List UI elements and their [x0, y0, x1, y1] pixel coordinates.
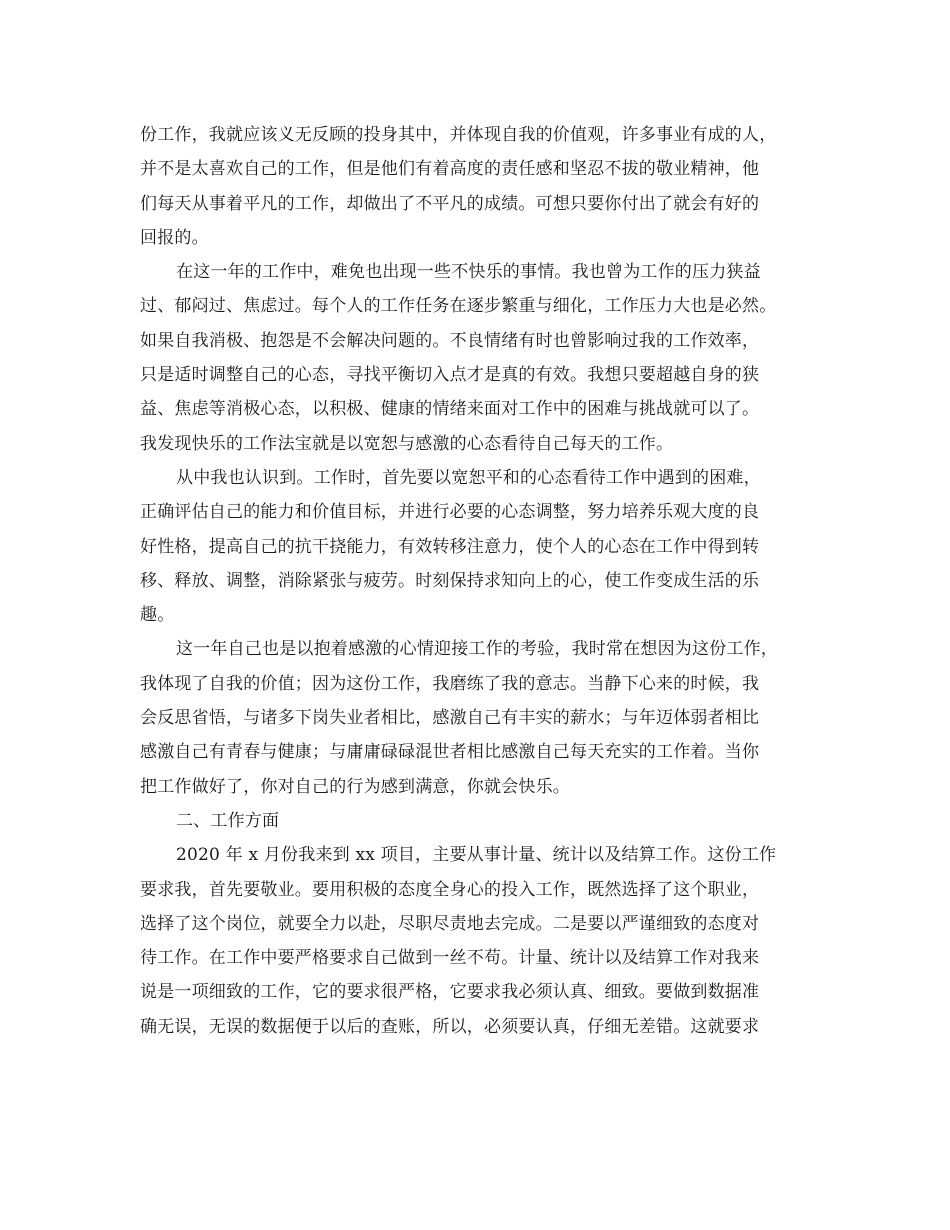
text-line: 正确评估自己的能力和价值目标，并进行必要的心态调整，努力培养乐观大度的良	[140, 502, 760, 523]
section-heading: 二、工作方面	[176, 810, 280, 831]
paragraph-start-line: 在这一年的工作中，难免也出现一些不快乐的事情。我也曾为工作的压力狭益	[176, 262, 761, 283]
text-line: 会反思省悟，与诸多下岗失业者相比，感激自己有丰实的薪水；与年迈体弱者相比	[140, 708, 760, 729]
paragraph-start-line: 这一年自己也是以抱着感激的心情迎接工作的考验，我时常在想因为这份工作，	[176, 639, 778, 660]
text-line: 好性格，提高自己的抗干挠能力，有效转移注意力，使个人的心态在工作中得到转	[140, 536, 760, 557]
text-line: 我体现了自我的价值；因为这份工作，我磨练了我的意志。当静下心来的时候，我	[140, 673, 760, 694]
text-line: 确无误，无误的数据便于以后的查账，所以，必须要认真，仔细无差错。这就要求	[140, 1016, 760, 1037]
text-line: 选择了这个岗位，就要全力以赴，尽职尽责地去完成。二是要以严谨细致的态度对	[140, 913, 760, 934]
text-line: 回报的。	[140, 227, 209, 248]
text-line: 待工作。在工作中要严格要求自己做到一丝不苟。计量、统计以及结算工作对我来	[140, 948, 760, 969]
text-line: 把工作做好了，你对自己的行为感到满意，你就会快乐。	[140, 776, 570, 797]
text-line: 趣。	[140, 605, 175, 626]
text-line: 我发现快乐的工作法宝就是以宽恕与感激的心态看待自己每天的工作。	[140, 433, 674, 454]
paragraph-start-line: 2020 年 x 月份我来到 xx 项目，主要从事计量、统计以及结算工作。这份工作	[176, 845, 777, 866]
text-line: 份工作，我就应该义无反顾的投身其中，并体现自我的价值观，许多事业有成的人，	[140, 125, 777, 145]
text-line: 们每天从事着平凡的工作，却做出了不平凡的成绩。可想只要你付出了就会有好的	[140, 193, 760, 214]
text-line: 感激自己有青春与健康；与庸庸碌碌混世者相比感激自己每天充实的工作着。当你	[140, 742, 760, 763]
text-line: 只是适时调整自己的心态，寻找平衡切入点才是真的有效。我想只要超越自身的狭	[140, 365, 760, 386]
text-line: 过、郁闷过、焦虑过。每个人的工作任务在逐步繁重与细化，工作压力大也是必然。	[140, 296, 777, 317]
document-body	[140, 118, 830, 1044]
text-line: 益、焦虑等消极心态，以积极、健康的情绪来面对工作中的困难与挑战就可以了。	[140, 399, 760, 420]
text-line: 并不是太喜欢自己的工作，但是他们有着高度的责任感和坚忍不拔的敬业精神，他	[140, 159, 760, 180]
text-line: 移、释放、调整，消除紧张与疲劳。时刻保持求知向上的心，使工作变成生活的乐	[140, 570, 760, 591]
text-line: 要求我，首先要敬业。要用积极的态度全身心的投入工作，既然选择了这个职业，	[140, 879, 760, 900]
text-line: 如果自我消极、抱怨是不会解决问题的。不良情绪有时也曾影响过我的工作效率，	[140, 330, 760, 351]
text-line: 说是一项细致的工作，它的要求很严格，它要求我必须认真、细致。要做到数据准	[140, 982, 760, 1003]
paragraph-start-line: 从中我也认识到。工作时，首先要以宽恕平和的心态看待工作中遇到的困难，	[176, 467, 761, 488]
